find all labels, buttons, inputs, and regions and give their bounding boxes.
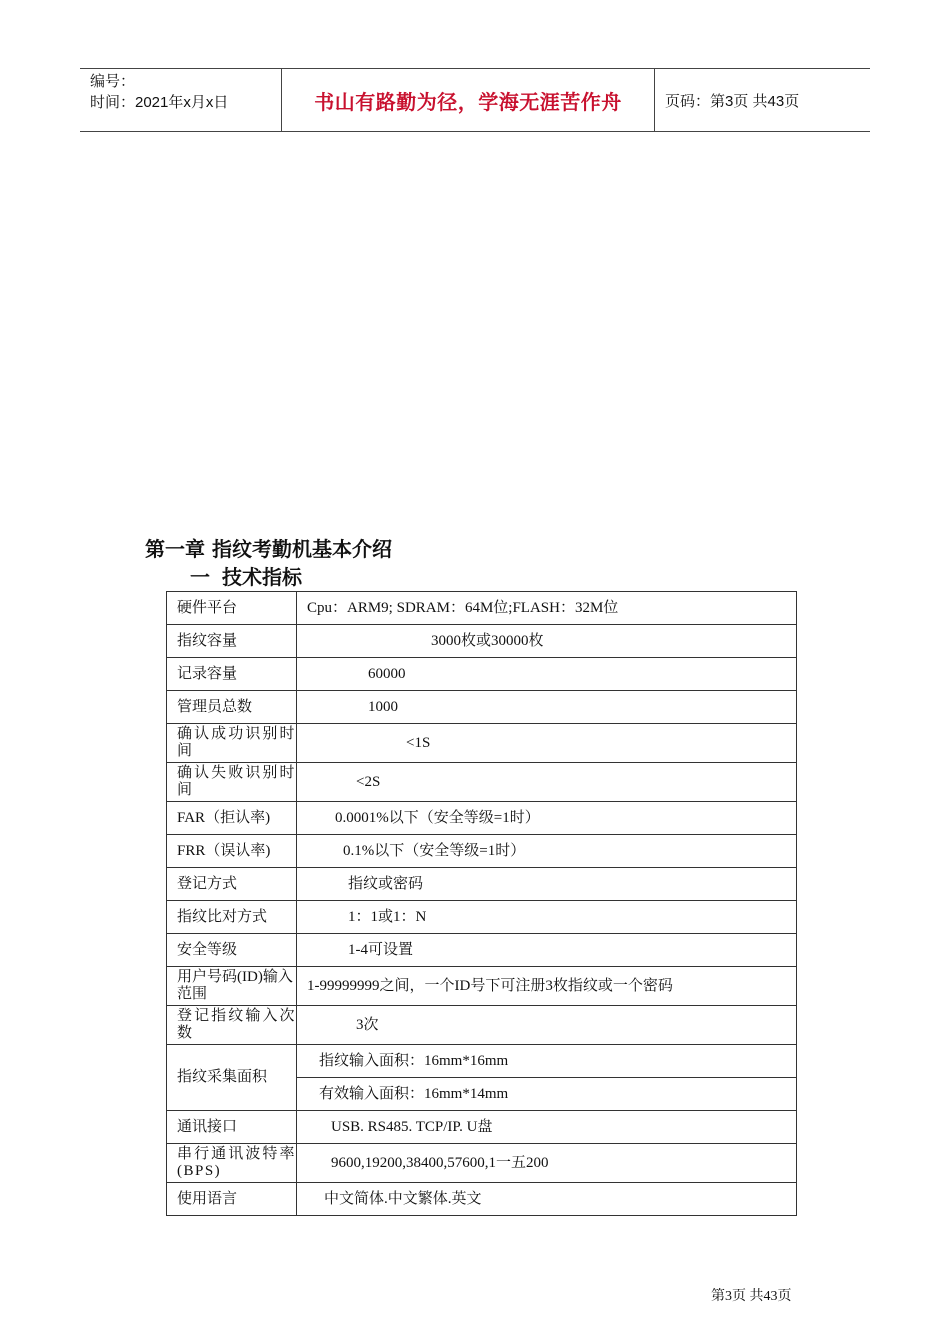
spec-key: 硬件平台: [167, 592, 297, 625]
table-row: [167, 592, 797, 625]
table-row: [167, 625, 797, 658]
spec-key: 指纹比对方式: [167, 901, 297, 934]
spec-value: 指纹输入面积：16mm*16mm: [297, 1045, 797, 1078]
spec-value: 9600,19200,38400,57600,1一五200: [297, 1144, 797, 1183]
spec-value: 1-4可设置: [297, 934, 797, 967]
spec-key: 管理员总数: [167, 691, 297, 724]
spec-key: 指纹采集面积: [167, 1045, 297, 1111]
spec-value: 中文简体.中文繁体.英文: [297, 1183, 797, 1216]
table-row: [167, 1111, 797, 1144]
spec-value: <1S: [297, 724, 797, 763]
spec-value: 3次: [297, 1006, 797, 1045]
table-row: [167, 835, 797, 868]
spec-value: 3000枚或30000枚: [297, 625, 797, 658]
spec-key: 用户号码(ID)输入范围: [167, 967, 297, 1006]
header-meta: [80, 69, 282, 131]
spec-value: 指纹或密码: [297, 868, 797, 901]
spec-key: 指纹容量: [167, 625, 297, 658]
spec-key: 通讯接口: [167, 1111, 297, 1144]
table-row: [167, 868, 797, 901]
table-row: [167, 901, 797, 934]
page-header: [80, 68, 870, 132]
spec-value: Cpu：ARM9; SDRAM：64M位;FLASH：32M位: [297, 592, 797, 625]
section-heading: [190, 564, 302, 590]
table-row: [167, 763, 797, 802]
spec-value: USB. RS485. TCP/IP. U盘: [297, 1111, 797, 1144]
spec-key: 记录容量: [167, 658, 297, 691]
chapter-title: 第一章 指纹考勤机基本介绍: [145, 537, 392, 561]
spec-key: 确认成功识别时间: [167, 724, 297, 763]
table-row: [167, 658, 797, 691]
spec-key: 确认失败识别时间: [167, 763, 297, 802]
spec-value: 有效输入面积：16mm*14mm: [297, 1078, 797, 1111]
spec-table: [166, 591, 797, 1216]
table-row: [167, 1144, 797, 1183]
spec-key: 串行通讯波特率(BPS): [167, 1144, 297, 1183]
page-footer: 第3页 共43页: [711, 1289, 792, 1304]
header-page-label: 页码：第3页 共43页: [665, 92, 800, 110]
spec-key: FRR（误认率): [167, 835, 297, 868]
section-number: 一: [190, 565, 210, 589]
table-row: [167, 1006, 797, 1045]
header-number-label: 编号：: [90, 73, 136, 90]
spec-key: FAR（拒认率): [167, 802, 297, 835]
spec-value: 0.0001%以下（安全等级=1时）: [297, 802, 797, 835]
spec-value: 1000: [297, 691, 797, 724]
table-row: [167, 802, 797, 835]
spec-key: 安全等级: [167, 934, 297, 967]
table-row: [167, 691, 797, 724]
table-row: [167, 1183, 797, 1216]
table-row: [167, 967, 797, 1006]
spec-value: <2S: [297, 763, 797, 802]
spec-key: 使用语言: [167, 1183, 297, 1216]
spec-key: 登记方式: [167, 868, 297, 901]
header-time-label: 时间：2021年x月x日: [90, 94, 229, 111]
spec-value: 60000: [297, 658, 797, 691]
table-row: [167, 724, 797, 763]
spec-key: 登记指纹输入次数: [167, 1006, 297, 1045]
spec-value: 1：1或1：N: [297, 901, 797, 934]
header-motto: 书山有路勤为径，学海无涯苦作舟: [282, 69, 655, 131]
spec-value: 0.1%以下（安全等级=1时）: [297, 835, 797, 868]
section-title: 技术指标: [222, 565, 302, 589]
spec-value: 1-99999999之间，一个ID号下可注册3枚指纹或一个密码: [297, 967, 797, 1006]
table-row: [167, 934, 797, 967]
table-row: [167, 1045, 797, 1078]
